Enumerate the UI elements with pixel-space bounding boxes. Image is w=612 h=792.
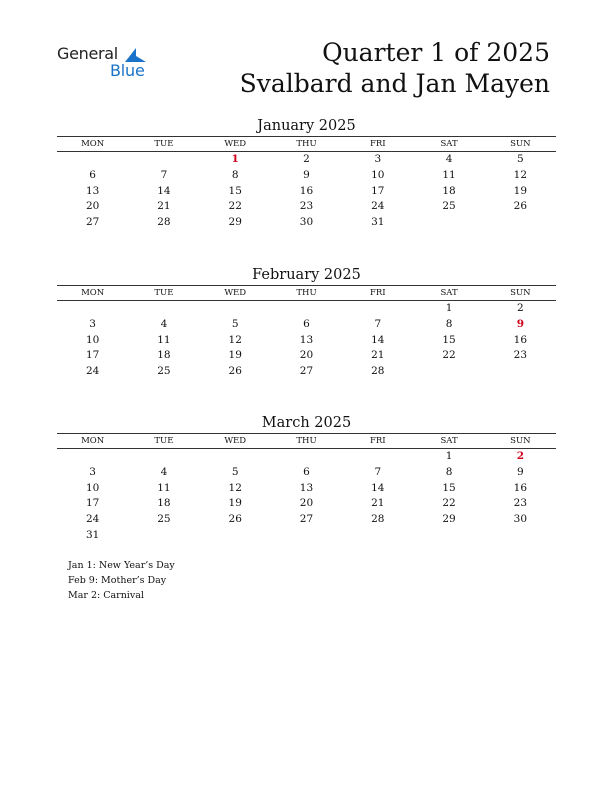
day-cell: 5 [517, 153, 524, 165]
day-cell: 5 [231, 465, 239, 478]
day-cell: 4 [160, 317, 168, 330]
week-row [57, 512, 556, 528]
day-cell [200, 301, 271, 317]
day-cell: 30 [299, 216, 314, 229]
page-title [240, 37, 550, 99]
day-cell [57, 301, 128, 317]
weekday-label: THU [296, 436, 317, 446]
day-cell: 22 [228, 200, 242, 213]
day-cell: 23 [513, 349, 528, 362]
day-cell: 24 [371, 200, 385, 213]
holiday-note: Jan 1: New Year’s Day [68, 560, 175, 571]
title-quarter: Quarter 1 of 2025 [322, 38, 550, 67]
day-cell: 17 [85, 349, 100, 362]
day-cell: 7 [374, 465, 382, 478]
weekday-label: TUE [154, 139, 174, 149]
day-cell: 12 [228, 333, 242, 346]
week-row [57, 184, 556, 200]
day-cell: 11 [157, 333, 171, 346]
weekday-label: THU [296, 139, 317, 149]
day-cell: 15 [228, 184, 242, 197]
weekday-label: MON [81, 288, 105, 298]
day-cell [342, 528, 413, 544]
day-cell: 25 [157, 513, 171, 526]
day-cell: 18 [157, 349, 171, 362]
logo-text-blue: Blue [110, 61, 145, 80]
day-cell: 22 [442, 497, 456, 510]
weekday-header [57, 136, 556, 152]
day-cell: 17 [371, 184, 385, 197]
day-cell: 26 [228, 365, 242, 378]
day-cell: 31 [85, 528, 100, 541]
day-cell: 31 [371, 216, 385, 229]
day-cell: 8 [445, 465, 453, 478]
day-cell: 28 [371, 365, 385, 378]
day-cell: 1 [445, 450, 453, 462]
day-cell: 7 [160, 168, 168, 181]
day-cell: 23 [513, 497, 528, 510]
weekday-header [57, 433, 556, 449]
day-cell [271, 449, 342, 465]
day-cell: 3 [89, 317, 96, 330]
day-cell: 22 [442, 349, 456, 362]
day-cell: 2 [517, 302, 524, 314]
month-march [57, 413, 556, 544]
day-cell [271, 301, 342, 317]
day-cell: 18 [442, 184, 456, 197]
day-cell: 17 [85, 497, 100, 510]
weekday-label: MON [81, 436, 105, 446]
day-cell: 21 [371, 497, 385, 510]
day-cell: 8 [445, 317, 453, 330]
day-cell: 6 [89, 168, 96, 181]
weekday-label: SAT [440, 288, 458, 298]
day-cell [485, 364, 556, 380]
day-cell: 1 [231, 153, 239, 165]
day-cell: 29 [228, 216, 242, 229]
weekday-label: FRI [369, 139, 386, 149]
day-cell: 16 [513, 481, 528, 494]
day-cell: 14 [157, 184, 171, 197]
day-cell [128, 528, 199, 544]
week-row [57, 317, 556, 333]
day-cell [342, 301, 413, 317]
generalblue-logo [57, 44, 157, 80]
month-february [57, 265, 556, 380]
day-cell [57, 152, 128, 168]
day-cell [342, 449, 413, 465]
day-cell: 14 [371, 481, 385, 494]
day-cell: 1 [445, 302, 453, 314]
day-cell: 10 [85, 481, 100, 494]
day-cell: 18 [157, 497, 171, 510]
day-cell: 21 [157, 200, 171, 213]
day-cell: 12 [513, 168, 528, 181]
day-cell: 8 [231, 168, 239, 181]
week-row [57, 481, 556, 497]
holiday-note: Feb 9: Mother’s Day [68, 575, 167, 586]
weekday-label: TUE [154, 288, 174, 298]
weekday-label: WED [224, 436, 247, 446]
month-title: February 2025 [252, 267, 361, 283]
week-row [57, 364, 556, 380]
weekday-label: SUN [510, 288, 531, 298]
day-cell: 13 [299, 333, 314, 346]
day-cell: 9 [517, 465, 524, 478]
holiday-notes [68, 558, 175, 603]
day-cell: 11 [442, 168, 456, 181]
day-cell: 15 [442, 333, 456, 346]
day-cell: 27 [85, 216, 100, 229]
day-cell [413, 364, 484, 380]
week-row [57, 168, 556, 184]
day-cell [128, 301, 199, 317]
day-cell: 29 [442, 513, 456, 526]
weekday-label: WED [224, 288, 247, 298]
day-cell: 24 [85, 365, 100, 378]
day-cell: 14 [371, 333, 385, 346]
weekday-label: SAT [440, 436, 458, 446]
day-cell: 26 [513, 200, 528, 213]
week-row [57, 301, 556, 317]
day-cell: 20 [85, 200, 100, 213]
day-cell: 19 [513, 184, 528, 197]
day-cell: 28 [157, 216, 171, 229]
day-cell: 6 [303, 465, 310, 478]
month-title: March 2025 [261, 415, 352, 431]
week-row [57, 528, 556, 544]
weekday-label: WED [224, 139, 247, 149]
day-cell: 11 [157, 481, 171, 494]
day-cell: 19 [228, 349, 242, 362]
day-cell: 26 [228, 513, 242, 526]
day-cell: 25 [157, 365, 171, 378]
weekday-label: SUN [510, 139, 531, 149]
day-cell [128, 152, 199, 168]
day-cell: 19 [228, 497, 242, 510]
day-cell [271, 528, 342, 544]
day-cell: 3 [374, 153, 382, 165]
day-cell: 7 [374, 317, 382, 330]
day-cell: 13 [299, 481, 314, 494]
month-title: January 2025 [257, 118, 356, 134]
day-cell: 4 [445, 153, 453, 165]
day-cell: 9 [303, 168, 310, 181]
weekday-label: THU [296, 288, 317, 298]
day-cell: 10 [85, 333, 100, 346]
day-cell [485, 528, 556, 544]
holiday-note: Mar 2: Carnival [68, 590, 144, 601]
day-cell: 20 [299, 497, 314, 510]
week-row [57, 333, 556, 349]
week-row [57, 199, 556, 215]
weekday-header [57, 285, 556, 301]
day-cell: 5 [231, 317, 239, 330]
week-row [57, 348, 556, 364]
month-january [57, 116, 556, 231]
day-cell: 21 [371, 349, 385, 362]
day-cell [413, 215, 484, 231]
day-cell: 4 [160, 465, 168, 478]
week-row [57, 465, 556, 481]
day-cell: 13 [85, 184, 100, 197]
day-cell: 2 [303, 153, 310, 165]
title-region: Svalbard and Jan Mayen [239, 69, 550, 98]
weekday-label: FRI [369, 436, 386, 446]
day-cell: 2 [516, 450, 524, 462]
day-cell: 23 [299, 200, 314, 213]
day-cell: 12 [228, 481, 242, 494]
day-cell [128, 449, 199, 465]
weekday-label: TUE [154, 436, 174, 446]
day-cell: 3 [89, 465, 96, 478]
week-row [57, 152, 556, 168]
weekday-label: MON [81, 139, 105, 149]
week-row [57, 215, 556, 231]
day-cell: 6 [303, 317, 310, 330]
day-cell [200, 528, 271, 544]
day-cell: 28 [371, 513, 385, 526]
logo-text-general: General [57, 44, 118, 63]
day-cell [57, 449, 128, 465]
day-cell: 27 [299, 365, 314, 378]
day-cell: 9 [516, 317, 524, 330]
week-row [57, 496, 556, 512]
day-cell: 27 [299, 513, 314, 526]
weekday-label: FRI [369, 288, 386, 298]
day-cell [485, 215, 556, 231]
weekday-label: SUN [510, 436, 531, 446]
day-cell: 16 [299, 184, 314, 197]
day-cell [200, 449, 271, 465]
day-cell [413, 528, 484, 544]
weekday-label: SAT [440, 139, 458, 149]
day-cell: 16 [513, 333, 528, 346]
day-cell: 15 [442, 481, 456, 494]
day-cell: 30 [513, 513, 528, 526]
day-cell: 20 [299, 349, 314, 362]
day-cell: 25 [442, 200, 456, 213]
week-row [57, 449, 556, 465]
day-cell: 24 [85, 513, 100, 526]
day-cell: 10 [371, 168, 385, 181]
